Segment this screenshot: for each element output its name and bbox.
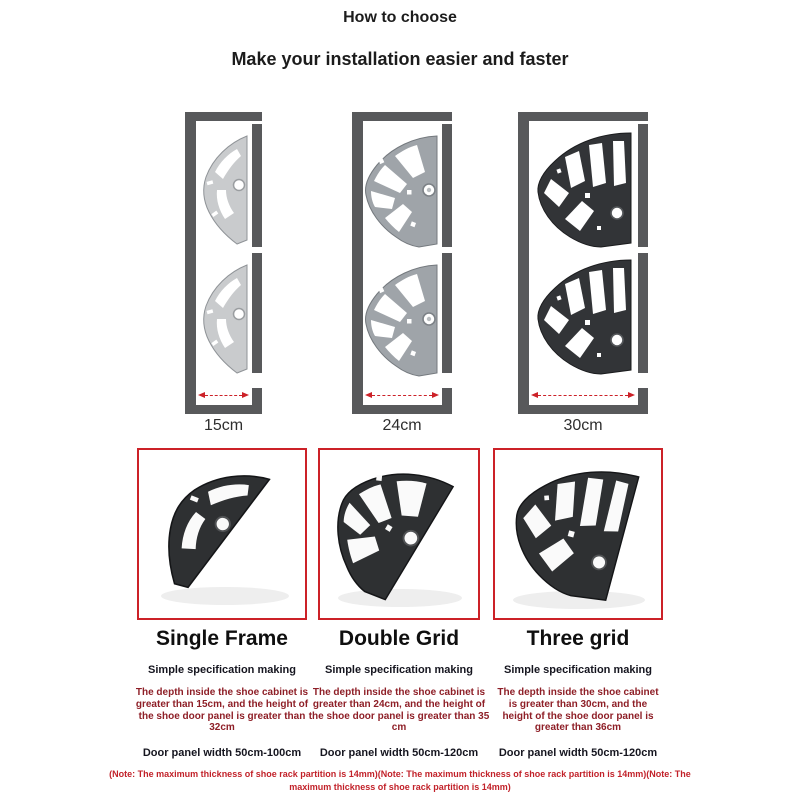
three-grid-frame-icon [527, 258, 639, 376]
arrow-dotted-line [372, 395, 432, 396]
arrow-dotted-line [205, 395, 242, 396]
product-description: The depth inside the shoe cabinet is greater than 15cm, and the height of the shoe door panel is greater than 32cm [135, 687, 309, 734]
three-grid-product-image [495, 450, 661, 618]
arrowhead-right-icon [628, 392, 635, 398]
door-segment [442, 253, 452, 373]
width-arrow [365, 391, 439, 399]
arrowhead-left-icon [365, 392, 372, 398]
door-panel-width: Door panel width 50cm-120cm [498, 747, 658, 759]
cabinet-wall-top [352, 112, 452, 121]
product-photo-box [493, 448, 663, 620]
product-description: The depth inside the shoe cabinet is greater than 24cm, and the height of the shoe door panel is greater than 35 cm [308, 687, 490, 734]
door-segment [252, 388, 262, 405]
single-frame-icon [195, 134, 253, 248]
arrowhead-left-icon [531, 392, 538, 398]
double-grid-product-image [320, 450, 478, 618]
dimension-label: 24cm [382, 417, 422, 434]
door-segment [638, 124, 648, 247]
cabinet-diagram-30cm [518, 112, 648, 434]
door-segment [442, 388, 452, 405]
product-photo-box [137, 448, 307, 620]
width-arrow [531, 391, 635, 399]
product-column-three-grid [488, 448, 668, 759]
cabinet-diagram-15cm [185, 112, 262, 434]
door-panel-width: Door panel width 50cm-100cm [142, 747, 302, 759]
product-spec: Simple specification making [325, 664, 473, 676]
arrowhead-right-icon [242, 392, 249, 398]
cabinet-wall-top [518, 112, 648, 121]
product-title: Three grid [526, 627, 630, 650]
door-segment [638, 388, 648, 405]
cabinet-wall-bottom [352, 405, 452, 414]
product-column-double-grid [309, 448, 489, 759]
single-frame-icon [195, 263, 253, 377]
door-segment [442, 124, 452, 247]
product-title: Single Frame [156, 627, 288, 650]
arrow-dotted-line [538, 395, 628, 396]
three-grid-frame-icon [527, 131, 639, 249]
product-photo-box [318, 448, 480, 620]
cabinet-wall-bottom [185, 405, 262, 414]
product-description: The depth inside the shoe cabinet is greater than 30cm, and the height of the shoe door panel is greater than 36cm [497, 687, 659, 734]
width-arrow [198, 391, 249, 399]
product-spec: Simple specification making [148, 664, 296, 676]
double-grid-frame-icon [359, 263, 443, 377]
dimension-label: 30cm [563, 417, 603, 434]
product-spec: Simple specification making [504, 664, 652, 676]
bottom-note: (Note: The maximum thickness of shoe rack partition is 14mm)(Note: The maximum thickness of shoe rack partition is 14mm)(Note: The maximum thickness of shoe rack partition is 14mm) [109, 769, 691, 793]
product-column-single-frame [132, 448, 312, 759]
product-title: Double Grid [338, 627, 460, 650]
arrowhead-right-icon [432, 392, 439, 398]
double-grid-frame-icon [359, 134, 443, 248]
dimension-label: 15cm [203, 417, 244, 434]
cabinet-wall-top [185, 112, 262, 121]
page-subtitle: Make your installation easier and faster [231, 49, 569, 69]
door-panel-width: Door panel width 50cm-120cm [319, 747, 479, 759]
door-segment [252, 124, 262, 247]
arrowhead-left-icon [198, 392, 205, 398]
page-title: How to choose [343, 9, 457, 26]
single-frame-product-image [139, 450, 305, 618]
cabinet-diagram-24cm [352, 112, 452, 434]
cabinet-wall-bottom [518, 405, 648, 414]
door-segment [638, 253, 648, 373]
door-segment [252, 253, 262, 373]
